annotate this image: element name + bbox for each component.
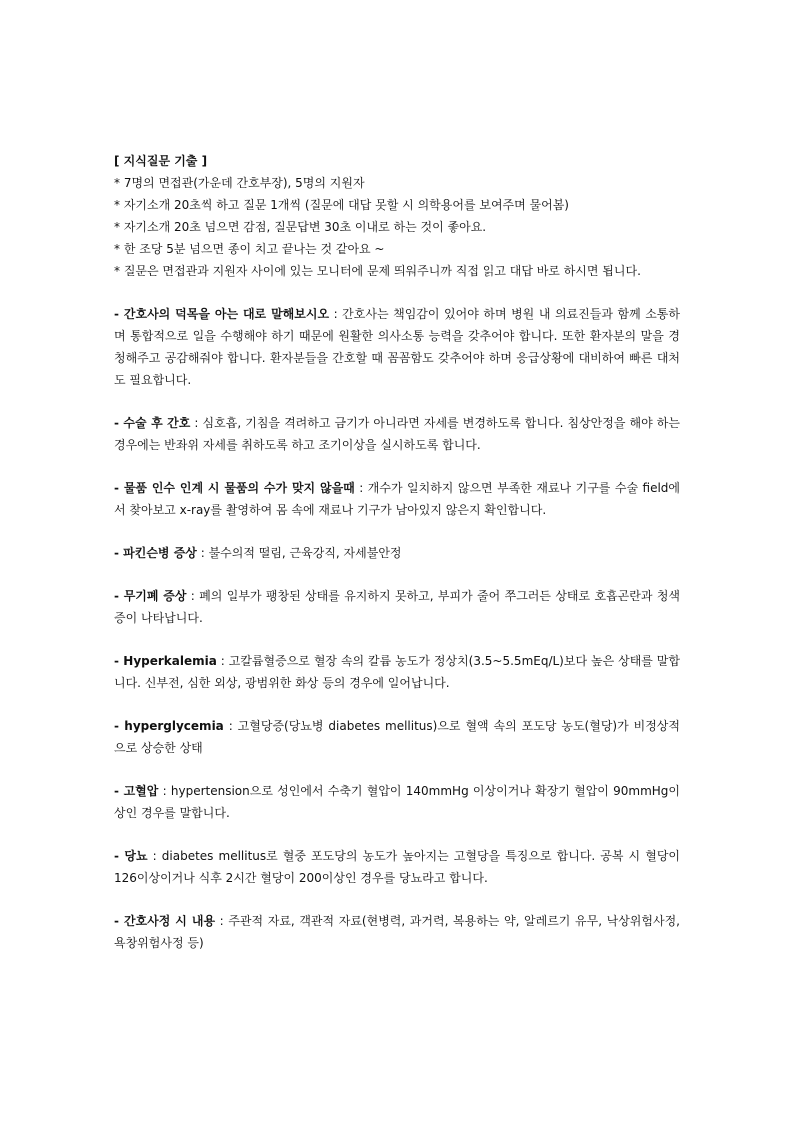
document-page xyxy=(114,150,680,966)
qa-question: - 간호사의 덕목을 아는 대로 말해보시오 xyxy=(114,307,330,321)
qa-section xyxy=(114,542,680,564)
qa-answer: : 심호흡, 기침을 격려하고 금기가 아니라면 자세를 변경하도록 합니다. 침상안정을 해야 하는 경우에는 반좌위 자세를 취하도록 하고 조기이상을 실시하도록 합니다. xyxy=(114,416,680,452)
qa-question: - Hyperkalemia xyxy=(114,654,217,668)
qa-question: - 물품 인수 인계 시 물품의 수가 맞지 않을때 xyxy=(114,481,355,495)
qa-question: - 파킨슨병 증상 xyxy=(114,546,197,560)
qa-answer: : 폐의 일부가 팽창된 상태를 유지하지 못하고, 부피가 줄어 쭈그러든 상태로 호흡곤란과 청색증이 나타납니다. xyxy=(114,589,681,625)
qa-section xyxy=(114,477,680,521)
qa-section xyxy=(114,303,680,391)
qa-section xyxy=(114,910,680,954)
qa-section xyxy=(114,650,680,694)
qa-answer: : 개수가 일치하지 않으면 부족한 재료나 기구를 수술 field에서 찾아보고 x-ray를 촬영하여 몸 속에 재료나 기구가 남아있지 않은지 확인합니다. xyxy=(114,481,681,517)
qa-answer: : 불수의적 떨림, 근육강직, 자세불안정 xyxy=(196,546,402,560)
qa-section xyxy=(114,715,680,759)
qa-section xyxy=(114,412,680,456)
qa-question: - 간호사정 시 내용 xyxy=(114,914,216,928)
qa-section xyxy=(114,845,680,889)
qa-section xyxy=(114,585,680,629)
note-item: * 질문은 면접관과 지원자 사이에 있는 모니터에 문제 띄워주니까 직접 읽고 대답 바로 하시면 됩니다. xyxy=(114,264,641,278)
qa-question: - 당뇨 xyxy=(114,849,148,863)
qa-answer: : hypertension으로 성인에서 수축기 혈압이 140mmHg 이상이거나 확장기 혈압이 90mmHg이상인 경우를 말합니다. xyxy=(114,784,680,820)
qa-answer: : 고혈당증(당뇨병 diabetes mellitus)으로 혈액 속의 포도당 농도(혈당)가 비정상적으로 상승한 상태 xyxy=(114,719,680,755)
note-item: * 자기소개 20초씩 하고 질문 1개씩 (질문에 대답 못할 시 의학용어를 보여주며 물어봄) xyxy=(114,198,569,212)
qa-question: - hyperglycemia xyxy=(114,719,224,733)
note-item: * 자기소개 20초 넘으면 감점, 질문답변 30초 이내로 하는 것이 좋아요. xyxy=(114,220,487,234)
note-item: * 한 조당 5분 넘으면 종이 치고 끝나는 것 같아요 ~ xyxy=(114,242,385,256)
qa-answer: : 고칼륨혈증으로 혈장 속의 칼륨 농도가 정상치(3.5~5.5mEq/L)보다 높은 상태를 말합니다. 신부전, 심한 외상, 광범위한 화상 등의 경우에 일어납니다. xyxy=(114,654,680,690)
interview-notes xyxy=(114,172,680,282)
page-title: [ 지식질문 기출 ] xyxy=(114,154,208,168)
qa-question: - 수술 후 간호 xyxy=(114,416,191,430)
qa-section xyxy=(114,780,680,824)
qa-answer: : 간호사는 책임감이 있어야 하며 병원 내 의료진들과 함께 소통하며 통합적으로 일을 수행해야 하기 때문에 원활한 의사소통 능력을 갖추어야 합니다. 또한 환자분의 말을 경청해주고 공감해줘야 합니다. 환자분들을 간호할 때 꼼꼼함도 갖추어야 하며 응급상황에 대비하여 빠른 대처도 필요합니다. xyxy=(114,307,680,387)
qa-answer: : 주관적 자료, 객관적 자료(현병력, 과거력, 복용하는 약, 알레르기 유무, 낙상위험사정, 욕창위험사정 등) xyxy=(114,914,680,950)
qa-question: - 고혈압 xyxy=(114,784,159,798)
qa-answer: : diabetes mellitus로 혈중 포도당의 농도가 높아지는 고혈당을 특징으로 합니다. 공복 시 혈당이 126이상이거나 식후 2시간 혈당이 200이상인 경우를 당뇨라고 합니다. xyxy=(114,849,680,885)
note-item: * 7명의 면접관(가운데 간호부장), 5명의 지원자 xyxy=(114,176,365,190)
qa-question: - 무기폐 증상 xyxy=(114,589,187,603)
